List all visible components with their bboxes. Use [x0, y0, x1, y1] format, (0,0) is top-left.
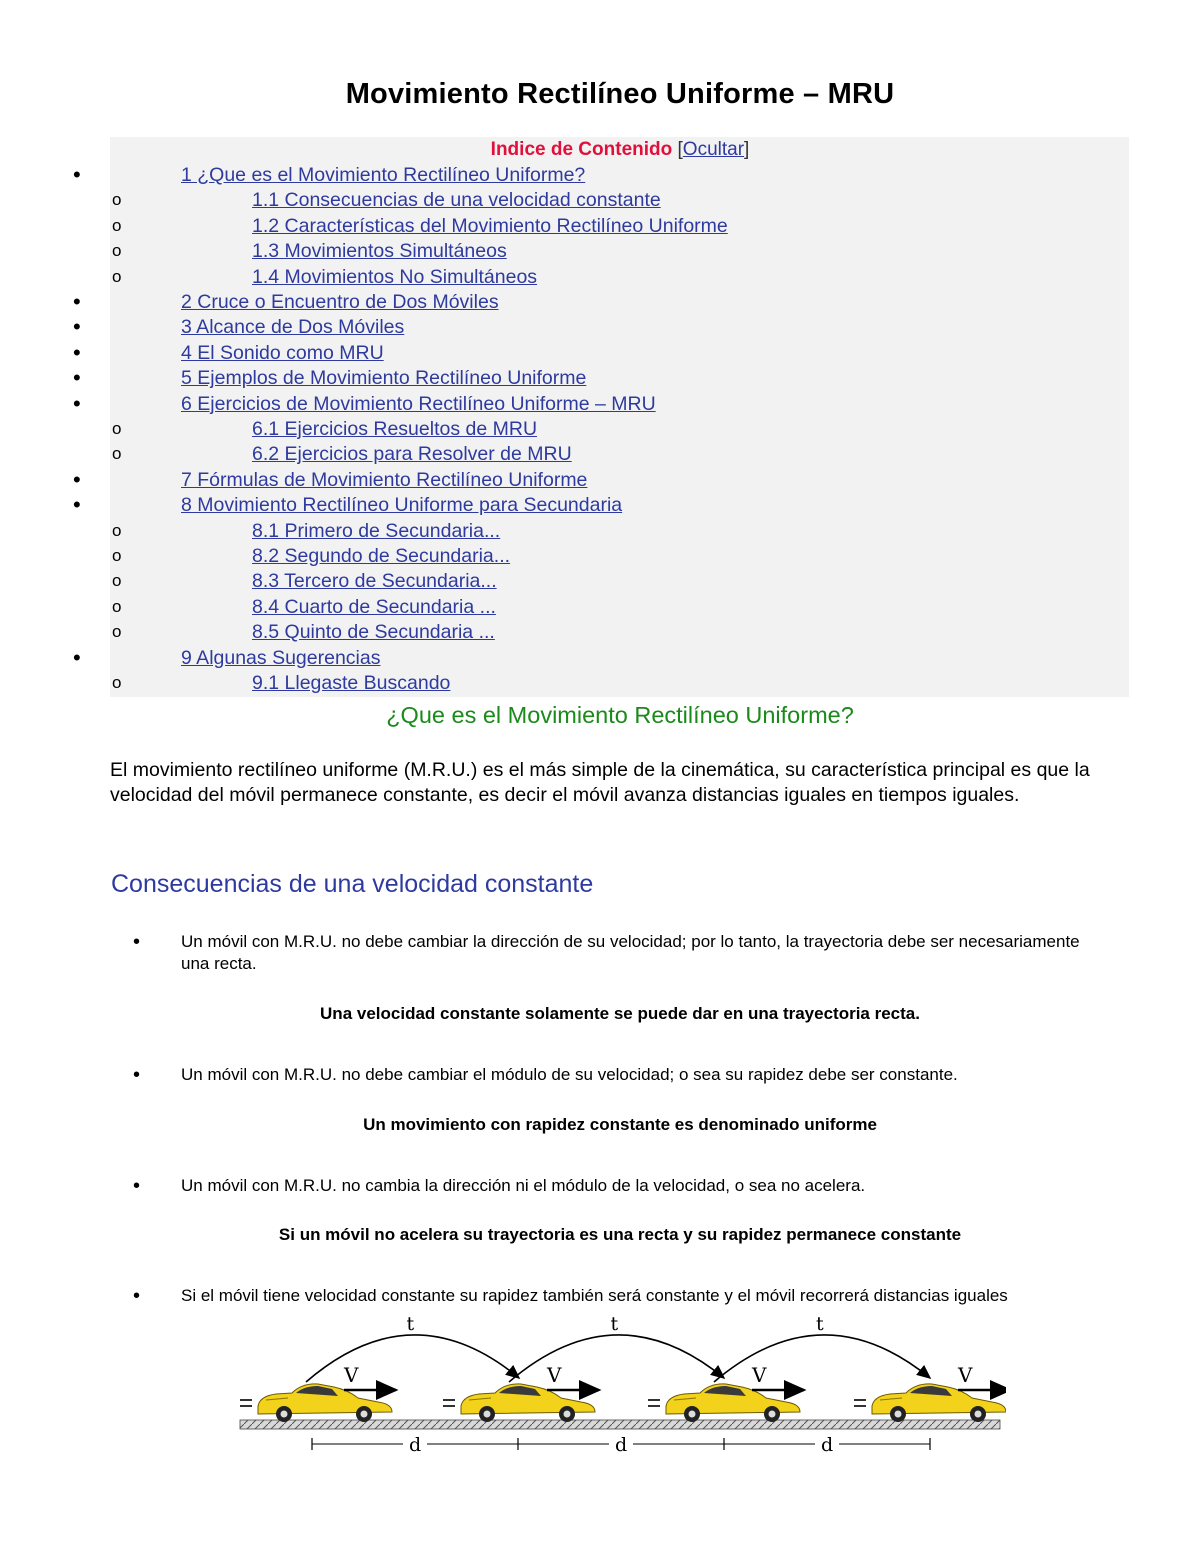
toc-link[interactable]: 1 ¿Que es el Movimiento Rectilíneo Uniforme?: [181, 164, 586, 186]
list-item: [133, 1285, 1071, 1307]
distance-label: d: [821, 1434, 834, 1456]
toc-link[interactable]: 1.3 Movimientos Simultáneos: [252, 240, 507, 263]
bullet-icon: •: [73, 644, 81, 670]
list-item: [133, 931, 1101, 975]
bullet-icon: •: [73, 466, 81, 492]
list-item-text: Un móvil con M.R.U. no cambia la dirección ni el módulo de la velocidad, o sea no acelera.: [181, 1176, 866, 1195]
toc-link[interactable]: 4 El Sonido como MRU: [181, 341, 384, 364]
toc-link[interactable]: 8.2 Segundo de Secundaria...: [252, 545, 511, 567]
velocity-label: V: [752, 1363, 767, 1387]
velocity-label: V: [958, 1363, 973, 1387]
bullet-icon: •: [133, 1285, 141, 1307]
bullet-icon: •: [73, 390, 81, 416]
bullet-icon: •: [133, 1064, 141, 1086]
toc-link[interactable]: 1.2 Características del Movimiento Rectilíneo Uniforme: [252, 214, 728, 237]
circle-bullet-icon: o: [112, 419, 122, 438]
toc-label: Indice de Contenido: [490, 139, 673, 160]
toc-link[interactable]: 1.1 Consecuencias de una velocidad constante: [252, 189, 661, 212]
circle-bullet-icon: o: [112, 190, 122, 210]
velocity-label: V: [547, 1363, 562, 1387]
intro-paragraph: El movimiento rectilíneo uniforme (M.R.U.) es el más simple de la cinemática, su característica principal es que la velocidad del móvil permanece constante, es decir el móvil avanza distancias iguales en tiempos iguales.: [110, 759, 1090, 806]
circle-bullet-icon: o: [112, 571, 122, 591]
bullet-icon: •: [73, 289, 81, 314]
toc-link[interactable]: 2 Cruce o Encuentro de Dos Móviles: [181, 291, 499, 313]
bullet-icon: •: [73, 339, 81, 365]
bullet-icon: •: [73, 492, 81, 518]
circle-bullet-icon: o: [112, 266, 122, 286]
section-heading-que-es-mru: ¿Que es el Movimiento Rectilíneo Uniforme?: [386, 702, 854, 728]
list-item-text: Si el móvil tiene velocidad constante su rapidez también será constante y el móvil recorrerá distancias iguales: [181, 1286, 1008, 1305]
circle-bullet-icon: o: [112, 241, 122, 261]
circle-bullet-icon: o: [112, 444, 122, 464]
toc-link[interactable]: 8 Movimiento Rectilíneo Uniforme para Secundaria: [181, 494, 623, 517]
time-label: t: [406, 1313, 415, 1335]
list-item: [133, 1064, 1101, 1086]
list-item-text: Un móvil con M.R.U. no debe cambiar el módulo de su velocidad; o sea su rapidez debe ser constante.: [181, 1065, 958, 1084]
toc-heading: Indice de Contenido [Ocultar]: [490, 139, 750, 160]
toc-link[interactable]: 1.4 Movimientos No Simultáneos: [252, 265, 538, 288]
circle-bullet-icon: o: [112, 596, 122, 616]
distance-label: d: [615, 1434, 628, 1456]
toc-link[interactable]: 9.1 Llegaste Buscando: [252, 672, 451, 694]
bullet-icon: •: [73, 365, 81, 391]
circle-bullet-icon: o: [112, 215, 122, 235]
circle-bullet-icon: o: [112, 673, 122, 692]
bullet-icon: •: [133, 1175, 141, 1197]
distance-label: d: [409, 1434, 422, 1456]
emphasis-statement: Una velocidad constante solamente se puede dar en una trayectoria recta.: [320, 1004, 920, 1023]
ground-strip: [240, 1420, 1000, 1429]
toc-link[interactable]: 3 Alcance de Dos Móviles: [181, 316, 405, 339]
emphasis-statement: Si un móvil no acelera su trayectoria es una recta y su rapidez permanece constante: [278, 1225, 962, 1244]
toc-link[interactable]: 6 Ejercicios de Movimiento Rectilíneo Uniforme – MRU: [181, 392, 656, 415]
circle-bullet-icon: o: [112, 622, 122, 642]
toc-link[interactable]: 7 Fórmulas de Movimiento Rectilíneo Uniforme: [181, 468, 588, 491]
toc-link[interactable]: 5 Ejemplos de Movimiento Rectilíneo Uniforme: [181, 367, 587, 390]
bullet-icon: •: [73, 314, 81, 340]
toc-link[interactable]: 6.1 Ejercicios Resueltos de MRU: [252, 418, 538, 440]
toc-link[interactable]: 8.3 Tercero de Secundaria...: [252, 570, 497, 593]
toc-link[interactable]: 6.2 Ejercicios para Resolver de MRU: [252, 443, 572, 466]
velocity-label: V: [344, 1363, 359, 1387]
diagram-elements: [240, 1313, 1006, 1456]
time-arc: [306, 1335, 519, 1382]
circle-bullet-icon: o: [112, 546, 122, 565]
circle-bullet-icon: o: [112, 520, 122, 540]
toc-link[interactable]: 8.5 Quinto de Secundaria ...: [252, 621, 495, 644]
bullet-icon: •: [133, 931, 141, 953]
page-title: Movimiento Rectilíneo Uniforme – MRU: [345, 78, 895, 110]
toc-link[interactable]: 9 Algunas Sugerencias: [181, 646, 381, 669]
section-heading-consecuencias: Consecuencias de una velocidad constante: [111, 870, 594, 898]
mru-diagram: [236, 1312, 1006, 1462]
emphasis-statement: Un movimiento con rapidez constante es denominado uniforme: [363, 1115, 877, 1134]
time-arc: [714, 1335, 930, 1382]
bullet-icon: •: [73, 162, 81, 187]
toc-link[interactable]: 8.1 Primero de Secundaria...: [252, 519, 501, 542]
toc-toggle-link[interactable]: Ocultar: [682, 139, 745, 160]
list-item-text: Un móvil con M.R.U. no debe cambiar la dirección de su velocidad; por lo tanto, la trayectoria debe ser necesariamente una recta.: [181, 932, 1080, 973]
time-label: t: [816, 1313, 824, 1335]
list-item: [133, 1175, 1101, 1197]
toc-link[interactable]: 8.4 Cuarto de Secundaria ...: [252, 595, 496, 618]
time-arc: [509, 1335, 724, 1382]
time-label: t: [610, 1313, 619, 1335]
